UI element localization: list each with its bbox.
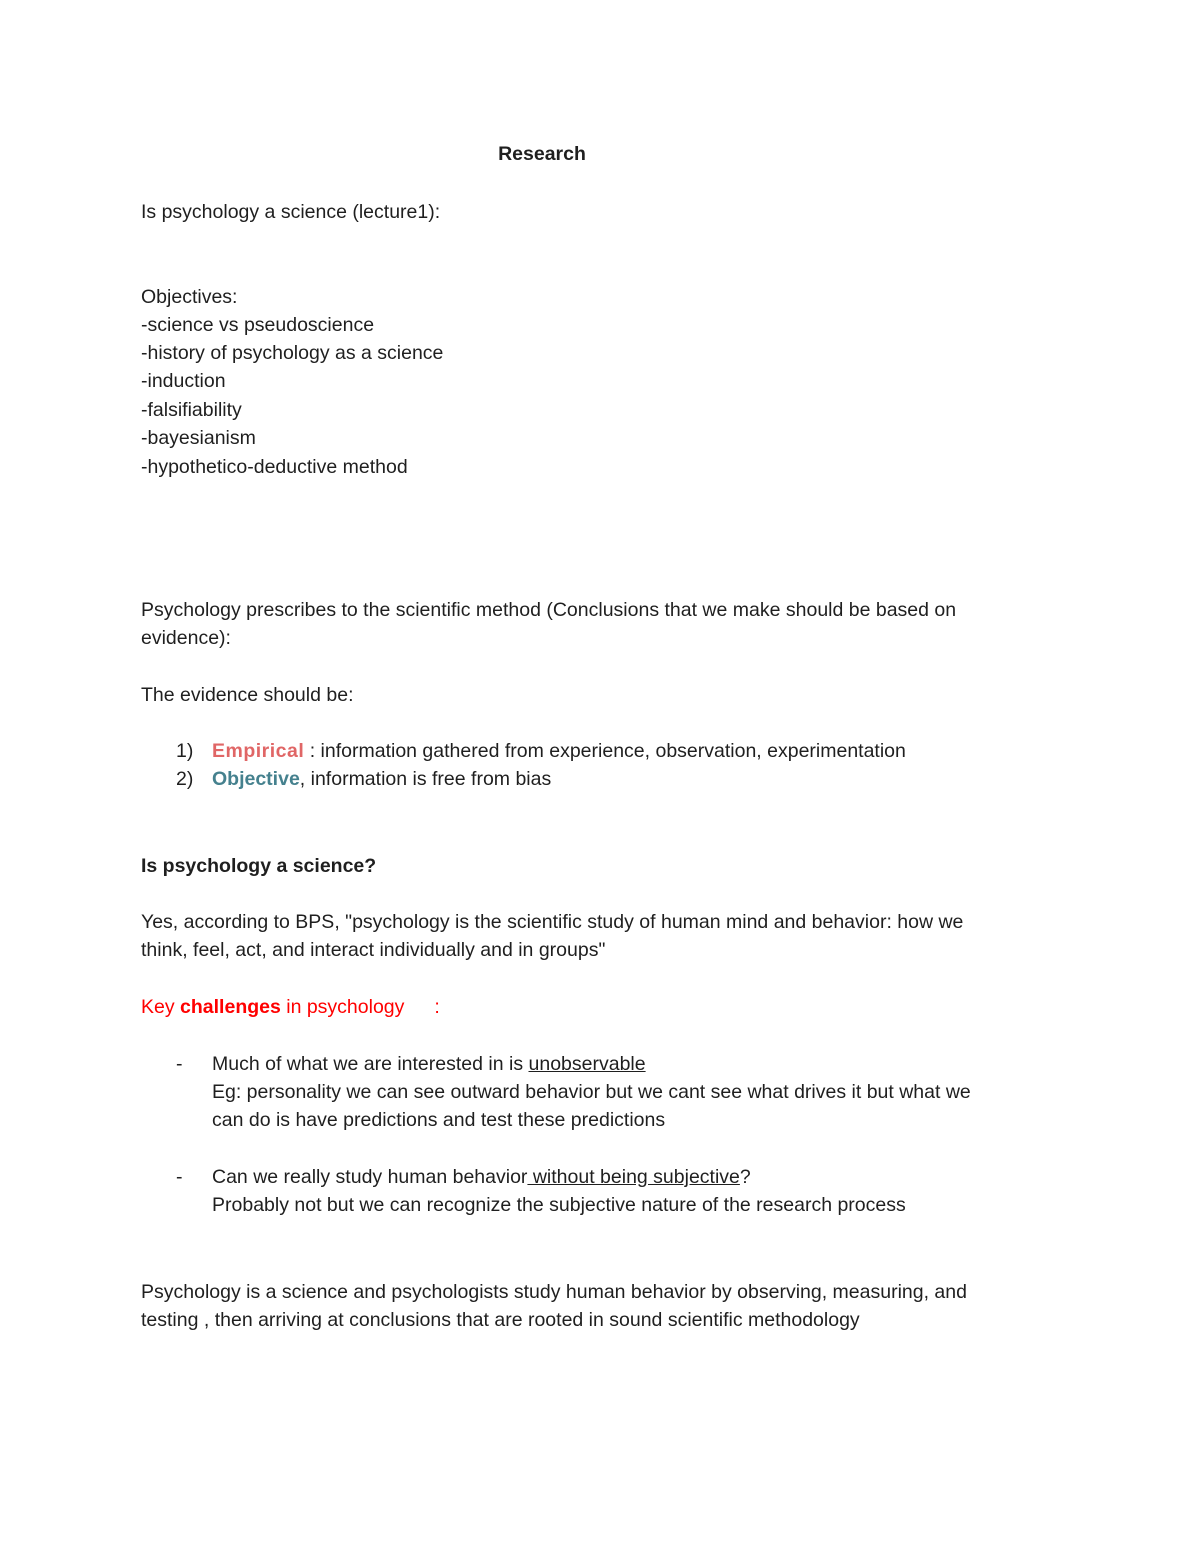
objective-item: -history of psychology as a science [141,342,444,364]
conclusion-paragraph: Psychology is a science and psychologists study human behavior by observing, measuring, and [141,1281,967,1303]
page-title: Research [498,143,586,165]
list-number: 1) [176,740,194,762]
challenge-underlined: unobservable [528,1053,646,1075]
challenges-colon: : [434,996,440,1018]
objective-item: -falsifiability [141,399,242,421]
objective-item: -science vs pseudoscience [141,314,375,336]
empirical-term: Empirical [212,740,305,762]
evidence-item-empirical [212,737,906,765]
challenge-item [212,1050,646,1078]
objectives-heading: Objectives: [141,286,238,308]
challenge-detail: can do is have predictions and test these predictions [212,1109,666,1131]
challenges-prefix: Key [141,996,181,1018]
scientific-method-paragraph: evidence): [141,627,231,649]
challenge-item [212,1163,751,1191]
objective-item: -bayesianism [141,427,256,449]
bps-definition: Yes, according to BPS, "psychology is the scientific study of human mind and behavior: how we [141,911,964,933]
objective-item: -hypothetico-deductive method [141,456,408,478]
challenge-detail: Eg: personality we can see outward behavior but we cant see what drives it but what we [212,1081,971,1103]
list-number: 2) [176,768,194,790]
scientific-method-paragraph: Psychology prescribes to the scientific method (Conclusions that we make should be based on [141,599,957,621]
evidence-intro: The evidence should be: [141,684,354,706]
challenge-detail: Probably not but we can recognize the subjective nature of the research process [212,1194,906,1216]
objective-description: , information is free from bias [299,768,552,790]
challenges-suffix: in psychology [280,996,405,1018]
challenge-trail: ? [739,1166,751,1188]
bullet-dash: - [176,1166,183,1188]
challenge-lead: Can we really study human behavior [212,1166,528,1188]
lecture-subtitle: Is psychology a science (lecture1): [141,201,441,223]
challenges-heading [141,993,440,1021]
challenges-bold: challenges [180,996,281,1018]
objective-term: Objective [212,768,300,790]
challenge-underlined: without being subjective [527,1166,740,1188]
section-heading: Is psychology a science? [141,855,377,877]
bps-definition: think, feel, act, and interact individually and in groups" [141,939,606,961]
conclusion-paragraph: testing , then arriving at conclusions that are rooted in sound scientific methodology [141,1309,860,1331]
objective-item: -induction [141,370,226,392]
empirical-description: : information gathered from experience, observation, experimentation [304,740,906,762]
evidence-item-objective [212,765,551,793]
challenge-lead: Much of what we are interested in is [212,1053,529,1075]
bullet-dash: - [176,1053,183,1075]
